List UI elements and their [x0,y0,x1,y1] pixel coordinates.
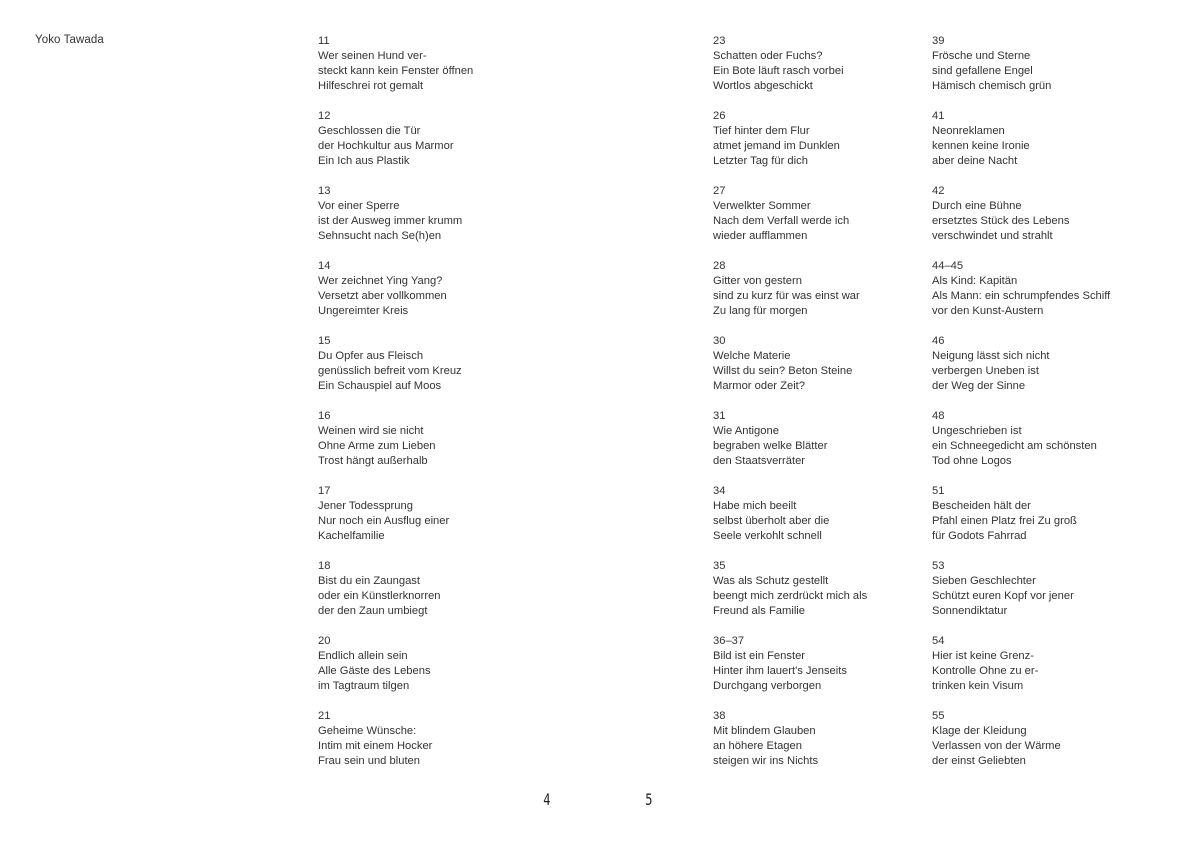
stanza-line: Verlassen von der Wärme [932,740,1061,752]
stanza-line: an höhere Etagen [713,740,802,752]
stanza-line: Hier ist keine Grenz- [932,650,1034,662]
stanza-line: Durch eine Bühne [932,200,1022,212]
stanza-line: Weinen wird sie nicht [318,425,424,437]
haiku-stanza [713,109,968,184]
stanza-line: Kontrolle Ohne zu er- [932,665,1039,677]
stanza-number: 16 [318,410,331,422]
stanza-number: 21 [318,710,331,722]
stanza-number: 23 [713,35,726,47]
stanza-number: 12 [318,110,331,122]
stanza-number: 36–37 [713,635,745,647]
stanza-line: Frösche und Sterne [932,50,1031,62]
haiku-stanza [713,634,968,709]
stanza-line: Mit blindem Glauben [713,725,816,737]
stanza-line: den Staatsverräter [713,455,806,467]
haiku-stanza [932,409,1187,484]
stanza-line: ist der Ausweg immer krumm [318,215,463,227]
stanza-line: Ein Schauspiel auf Moos [318,380,442,392]
stanza-line: Bescheiden hält der [932,500,1031,512]
haiku-stanza [932,109,1187,184]
stanza-line: für Godots Fahrrad [932,530,1027,542]
haiku-stanza [932,709,1187,784]
stanza-line: steckt kann kein Fenster öffnen [318,65,474,77]
stanza-line: Wie Antigone [713,425,779,437]
stanza-number: 51 [932,485,945,497]
poem-column-1 [318,34,573,784]
stanza-line: Welche Materie [713,350,791,362]
haiku-stanza [318,709,573,784]
stanza-line: Freund als Familie [713,605,806,617]
stanza-line: Ungereimter Kreis [318,305,409,317]
haiku-stanza [318,334,573,409]
stanza-line: Hinter ihm lauert's Jenseits [713,665,847,677]
stanza-line: ein Schneegedicht am schönsten [932,440,1097,452]
haiku-stanza [713,184,968,259]
stanza-line: Geheime Wünsche: [318,725,417,737]
stanza-line: Hämisch chemisch grün [932,80,1052,92]
haiku-stanza [713,559,968,634]
haiku-stanza [713,34,968,109]
haiku-stanza [932,559,1187,634]
stanza-line: genüsslich befreit vom Kreuz [318,365,462,377]
stanza-line: beengt mich zerdrückt mich als [713,590,868,602]
stanza-number: 11 [318,35,330,47]
stanza-line: Schatten oder Fuchs? [713,50,823,62]
haiku-stanza [932,259,1187,334]
haiku-stanza [932,634,1187,709]
stanza-line: Bist du ein Zaungast [318,575,420,587]
stanza-line: Du Opfer aus Fleisch [318,350,424,362]
stanza-line: Als Mann: ein schrumpfendes Schiff [932,290,1111,302]
haiku-stanza [932,34,1187,109]
stanza-number: 27 [713,185,726,197]
stanza-number: 44–45 [932,260,964,272]
stanza-line: oder ein Künstlerknorren [318,590,441,602]
page-number-left: 4 [543,790,551,809]
stanza-line: Als Kind: Kapitän [932,275,1018,287]
stanza-number: 34 [713,485,726,497]
stanza-line: Ohne Arme zum Lieben [318,440,436,452]
stanza-line: Trost hängt außerhalb [318,455,428,467]
stanza-line: Wer seinen Hund ver- [318,50,427,62]
haiku-stanza [932,334,1187,409]
stanza-line: der den Zaun umbiegt [318,605,428,617]
stanza-number: 46 [932,335,945,347]
stanza-line: Vor einer Sperre [318,200,400,212]
haiku-stanza [318,484,573,559]
stanza-number: 39 [932,35,945,47]
stanza-line: Intim mit einem Hocker [318,740,433,752]
stanza-line: sind gefallene Engel [932,65,1033,77]
stanza-line: Seele verkohlt schnell [713,530,822,542]
stanza-line: Kachelfamilie [318,530,385,542]
author-name: Yoko Tawada [35,34,104,46]
haiku-stanza [932,484,1187,559]
stanza-number: 41 [932,110,945,122]
haiku-stanza [318,259,573,334]
stanza-line: der einst Geliebten [932,755,1026,767]
stanza-line: Tief hinter dem Flur [713,125,810,137]
stanza-line: Durchgang verborgen [713,680,822,692]
stanza-number: 53 [932,560,945,572]
stanza-line: Klage der Kleidung [932,725,1027,737]
haiku-stanza [713,409,968,484]
stanza-line: aber deine Nacht [932,155,1018,167]
stanza-line: Verwelkter Sommer [713,200,811,212]
stanza-line: atmet jemand im Dunklen [713,140,840,152]
stanza-line: selbst überholt aber die [713,515,830,527]
poem-column-3 [932,34,1187,784]
stanza-line: verbergen Uneben ist [932,365,1039,377]
haiku-stanza [932,184,1187,259]
stanza-number: 28 [713,260,726,272]
haiku-stanza [713,334,968,409]
stanza-line: Habe mich beeilt [713,500,797,512]
haiku-stanza [713,259,968,334]
stanza-line: Hilfeschrei rot gemalt [318,80,424,92]
stanza-line: kennen keine Ironie [932,140,1030,152]
stanza-number: 54 [932,635,945,647]
stanza-number: 17 [318,485,331,497]
haiku-stanza [318,109,573,184]
stanza-number: 35 [713,560,726,572]
stanza-number: 15 [318,335,331,347]
stanza-number: 42 [932,185,945,197]
haiku-stanza [713,484,968,559]
stanza-line: ersetztes Stück des Lebens [932,215,1070,227]
stanza-number: 48 [932,410,945,422]
stanza-line: begraben welke Blätter [713,440,828,452]
stanza-line: Pfahl einen Platz frei Zu groß [932,515,1077,527]
stanza-number: 13 [318,185,331,197]
stanza-line: sind zu kurz für was einst war [713,290,860,302]
stanza-number: 30 [713,335,726,347]
stanza-line: Tod ohne Logos [932,455,1012,467]
stanza-line: Neigung lässt sich nicht [932,350,1050,362]
stanza-line: Sieben Geschlechter [932,575,1036,587]
stanza-line: Ein Bote läuft rasch vorbei [713,65,844,77]
stanza-line: Was als Schutz gestellt [713,575,829,587]
poem-column-2 [713,34,968,784]
stanza-line: steigen wir ins Nichts [713,755,819,767]
stanza-line: Sonnendiktatur [932,605,1008,617]
stanza-line: Gitter von gestern [713,275,802,287]
stanza-line: Schützt euren Kopf vor jener [932,590,1074,602]
stanza-number: 20 [318,635,331,647]
stanza-line: Nur noch ein Ausflug einer [318,515,450,527]
stanza-line: Versetzt aber vollkommen [318,290,447,302]
stanza-line: vor den Kunst-Austern [932,305,1044,317]
stanza-line: Jener Todessprung [318,500,413,512]
stanza-line: im Tagtraum tilgen [318,680,410,692]
stanza-number: 31 [713,410,726,422]
haiku-stanza [318,634,573,709]
stanza-line: Wer zeichnet Ying Yang? [318,275,443,287]
haiku-stanza [318,559,573,634]
stanza-line: Neonreklamen [932,125,1005,137]
stanza-line: Ungeschrieben ist [932,425,1022,437]
stanza-line: Zu lang für morgen [713,305,808,317]
stanza-line: trinken kein Visum [932,680,1024,692]
stanza-line: Wortlos abgeschickt [713,80,813,92]
stanza-line: Frau sein und bluten [318,755,420,767]
stanza-line: verschwindet und strahlt [932,230,1053,242]
page-number-right: 5 [645,790,653,809]
stanza-line: Letzter Tag für dich [713,155,808,167]
stanza-line: Bild ist ein Fenster [713,650,806,662]
stanza-number: 26 [713,110,726,122]
stanza-line: Nach dem Verfall werde ich [713,215,850,227]
stanza-number: 38 [713,710,726,722]
stanza-line: wieder aufflammen [713,230,808,242]
stanza-line: der Weg der Sinne [932,380,1026,392]
stanza-line: Endlich allein sein [318,650,408,662]
stanza-line: Marmor oder Zeit? [713,380,806,392]
stanza-number: 55 [932,710,945,722]
stanza-line: Alle Gäste des Lebens [318,665,431,677]
haiku-stanza [713,709,968,784]
stanza-line: Willst du sein? Beton Steine [713,365,853,377]
haiku-stanza [318,34,573,109]
stanza-line: Ein Ich aus Plastik [318,155,410,167]
haiku-stanza [318,409,573,484]
stanza-number: 18 [318,560,331,572]
stanza-line: Sehnsucht nach Se(h)en [318,230,442,242]
stanza-line: Geschlossen die Tür [318,125,421,137]
stanza-number: 14 [318,260,331,272]
stanza-line: der Hochkultur aus Marmor [318,140,454,152]
haiku-stanza [318,184,573,259]
